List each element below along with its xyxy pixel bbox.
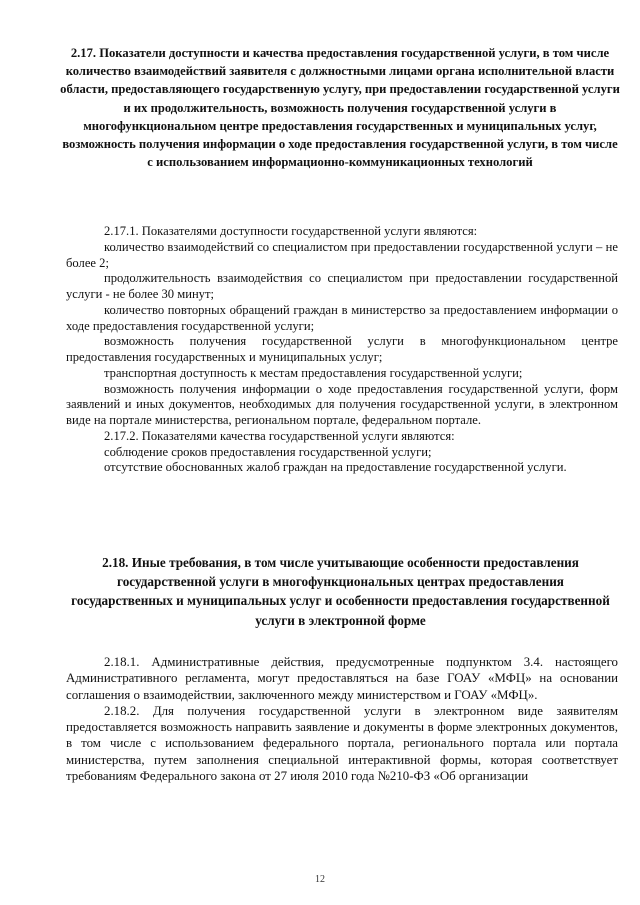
paragraph: 2.17.2. Показателями качества государственной услуги являются: [104,428,455,443]
paragraph: 2.18.1. Административные действия, предусмотренные подпунктом 3.4. настоящего Административного регламента, могут предоставляться на базе ГОАУ «МФЦ» на основании соглашения о взаимодействии, заключенного между министерством и ГОАУ «МФЦ». [66,655,618,702]
section-2-18-heading: 2.18. Иные требования, в том числе учитывающие особенности предоставления государственной услуги в многофункциональных центрах предоставления государственных и муниципальных услуг и особенности предоставления государственной услуги в электронной форме [71,555,610,628]
section-2-17-heading: 2.17. Показатели доступности и качества предоставления государственной услуги, в том числе количество взаимодействий заявителя с должностными лицами органа исполнительной власти области, предоставляющего государственную услугу, при предоставлении государственной услуги и их продолжительность, возможность получения государственной услуги в многофункциональном центре предоставления государственных и муниципальных услуг, возможность получения информации о ходе предоставления государственной услуги, в том числе с использованием информационно-коммуникационных технологий [60,46,620,170]
paragraph: количество повторных обращений граждан в министерство за предоставлением информации о ходе предоставления государственной услуги; [66,302,618,333]
section-2-17-body [66,224,618,476]
paragraph: количество взаимодействий со специалистом при предоставлении государственной услуги – не более 2; [66,239,618,270]
paragraph: продолжительность взаимодействия со специалистом при предоставлении государственной услуги - не более 30 минут; [66,271,618,301]
paragraph: транспортная доступность к местам предоставления государственной услуги; [104,365,523,380]
section-2-18-body [66,654,618,784]
paragraph: 2.17.1. Показателями доступности государственной услуги являются: [104,224,478,238]
paragraph: 2.18.2. Для получения государственной услуги в электронном виде заявителям предоставляется возможность направить заявление и документы в форме электронных документов, в том числе с использованием федерального портала, регионального портала или портала министерства, путем заполнения специальной интерактивной формы, которая соответствует требованиям Федерального закона от 27 июля 2010 года №210-ФЗ «Об организации [66,703,618,784]
paragraph: отсутствие обоснованных жалоб граждан на предоставление государственной услуги. [104,460,567,475]
page-number: 12 [315,874,325,885]
paragraph: соблюдение сроков предоставления государственной услуги; [104,444,432,459]
paragraph: возможность получения государственной услуги в многофункциональном центре предоставления государственных и муниципальных услуг; [66,334,618,364]
paragraph: возможность получения информации о ходе предоставления государственной услуги, форм заявлений и иных документов, необходимых для получения государственной услуги, в электронном виде на портале министерства, региональном портале, федеральном портале. [66,381,618,427]
